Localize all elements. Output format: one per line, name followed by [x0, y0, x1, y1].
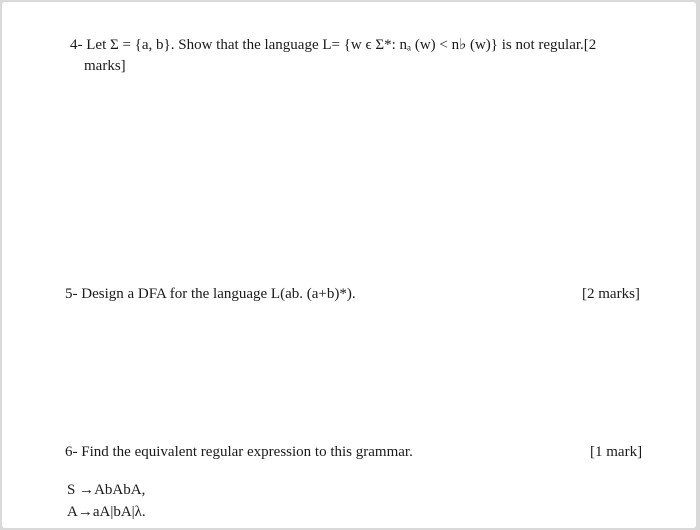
question-6: 6- Find the equivalent regular expression to this grammar. — [65, 444, 413, 460]
question-4 — [70, 35, 660, 77]
question-5: 5- Design a DFA for the language L(ab. (a+b)*). — [65, 286, 356, 302]
grammar-rule-a: A→aA|bA|λ. — [67, 504, 146, 520]
grammar-rule-s: S →AbAbA, — [67, 482, 146, 498]
question-6-marks: [1 mark] — [590, 444, 643, 460]
question-5-marks: [2 marks] — [582, 286, 640, 302]
question-4-line-1: 4- Let Σ = {a, b}. Show that the language L= {w ϵ Σ*: nₐ (w) < n♭ (w)} is not regular.[2 — [70, 37, 597, 53]
question-4-line-2: marks] — [84, 58, 126, 74]
document-page — [2, 2, 696, 528]
